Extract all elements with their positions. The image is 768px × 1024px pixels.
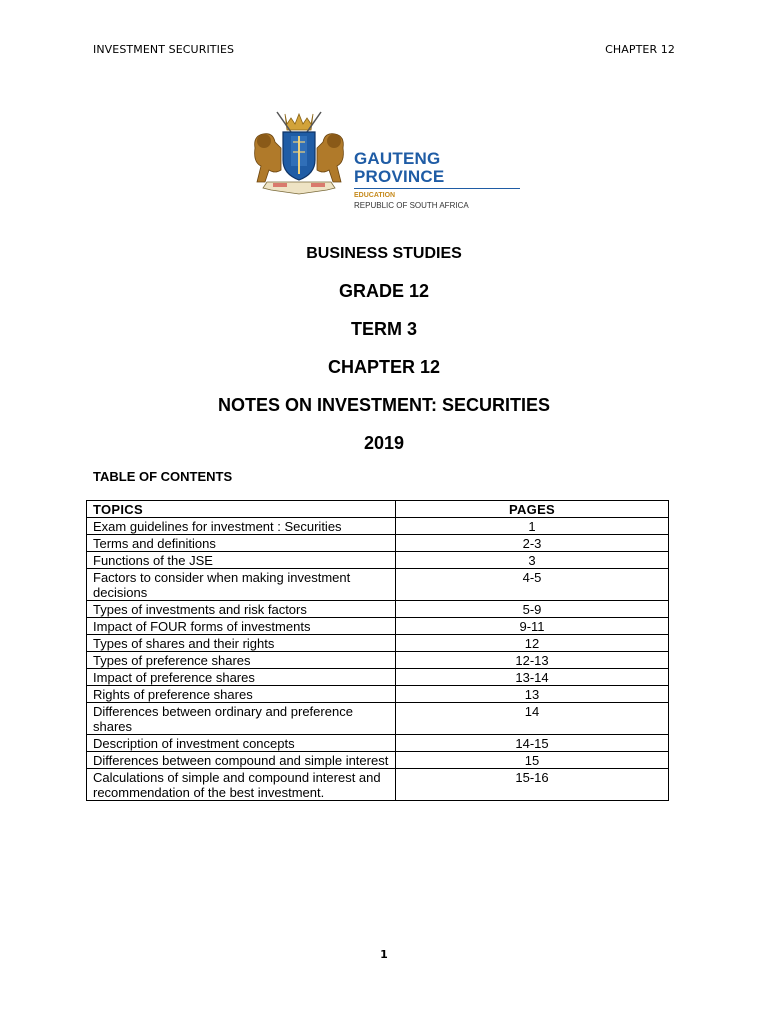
toc-table: [86, 500, 669, 801]
toc-topic-cell: Description of investment concepts: [87, 735, 396, 752]
toc-topic-cell: Types of shares and their rights: [87, 635, 396, 652]
toc-pages-cell: 4-5: [396, 569, 669, 601]
toc-pages-cell: 5-9: [396, 601, 669, 618]
toc-pages-cell: 13-14: [396, 669, 669, 686]
page-number: 1: [380, 948, 388, 961]
toc-body: [87, 518, 669, 801]
subject-title: BUSINESS STUDIES: [306, 245, 462, 262]
toc-pages-cell: 14-15: [396, 735, 669, 752]
table-row: [87, 552, 669, 569]
toc-topic-cell: Factors to consider when making investment decisions: [87, 569, 396, 601]
header-right: CHAPTER 12: [605, 43, 675, 56]
toc-pages-cell: 3: [396, 552, 669, 569]
toc-topic-cell: Rights of preference shares: [87, 686, 396, 703]
table-row: [87, 735, 669, 752]
table-row: [87, 752, 669, 769]
toc-topic-cell: Terms and definitions: [87, 535, 396, 552]
toc-topic-cell: Functions of the JSE: [87, 552, 396, 569]
toc-pages-cell: 15: [396, 752, 669, 769]
gauteng-logo: [247, 108, 527, 210]
term-title: TERM 3: [350, 319, 417, 339]
toc-pages-cell: 1: [396, 518, 669, 535]
table-row: [87, 652, 669, 669]
toc-heading: TABLE OF CONTENTS: [93, 469, 233, 484]
toc-topic-cell: Types of investments and risk factors: [87, 601, 396, 618]
logo-subtitle-country: REPUBLIC OF SOUTH AFRICA: [354, 201, 469, 210]
toc-column-topics: TOPICS: [87, 501, 396, 518]
table-row: [87, 703, 669, 735]
table-row: [87, 601, 669, 618]
toc-topic-cell: Calculations of simple and compound interest and recommendation of the best investment.: [87, 769, 396, 801]
toc-pages-cell: 2-3: [396, 535, 669, 552]
toc-topic-cell: Impact of preference shares: [87, 669, 396, 686]
table-row: [87, 618, 669, 635]
logo-subtitle-education: EDUCATION: [354, 192, 396, 199]
grade-title: GRADE 12: [338, 281, 430, 301]
toc-column-pages: PAGES: [396, 501, 669, 518]
toc-topic-cell: Differences between ordinary and preference shares: [87, 703, 396, 735]
table-row: [87, 569, 669, 601]
toc-pages-cell: 12: [396, 635, 669, 652]
header-left: INVESTMENT SECURITIES: [93, 43, 235, 56]
table-row: [87, 535, 669, 552]
toc-pages-cell: 12-13: [396, 652, 669, 669]
toc-header-row: [87, 501, 669, 518]
logo-title: GAUTENG PROVINCE: [354, 149, 445, 186]
logo-divider: [354, 188, 520, 189]
notes-title: NOTES ON INVESTMENT: SECURITIES: [217, 395, 551, 415]
table-row: [87, 686, 669, 703]
toc-topic-cell: Exam guidelines for investment : Securities: [87, 518, 396, 535]
chapter-title: CHAPTER 12: [327, 357, 441, 377]
table-row: [87, 769, 669, 801]
toc-topic-cell: Types of preference shares: [87, 652, 396, 669]
table-row: [87, 518, 669, 535]
toc-pages-cell: 9-11: [396, 618, 669, 635]
coat-of-arms-icon: [247, 108, 351, 198]
toc-topic-cell: Impact of FOUR forms of investments: [87, 618, 396, 635]
toc-pages-cell: 13: [396, 686, 669, 703]
toc-pages-cell: 14: [396, 703, 669, 735]
toc-pages-cell: 15-16: [396, 769, 669, 801]
year-title: 2019: [363, 433, 405, 453]
table-row: [87, 669, 669, 686]
table-row: [87, 635, 669, 652]
toc-topic-cell: Differences between compound and simple interest: [87, 752, 396, 769]
